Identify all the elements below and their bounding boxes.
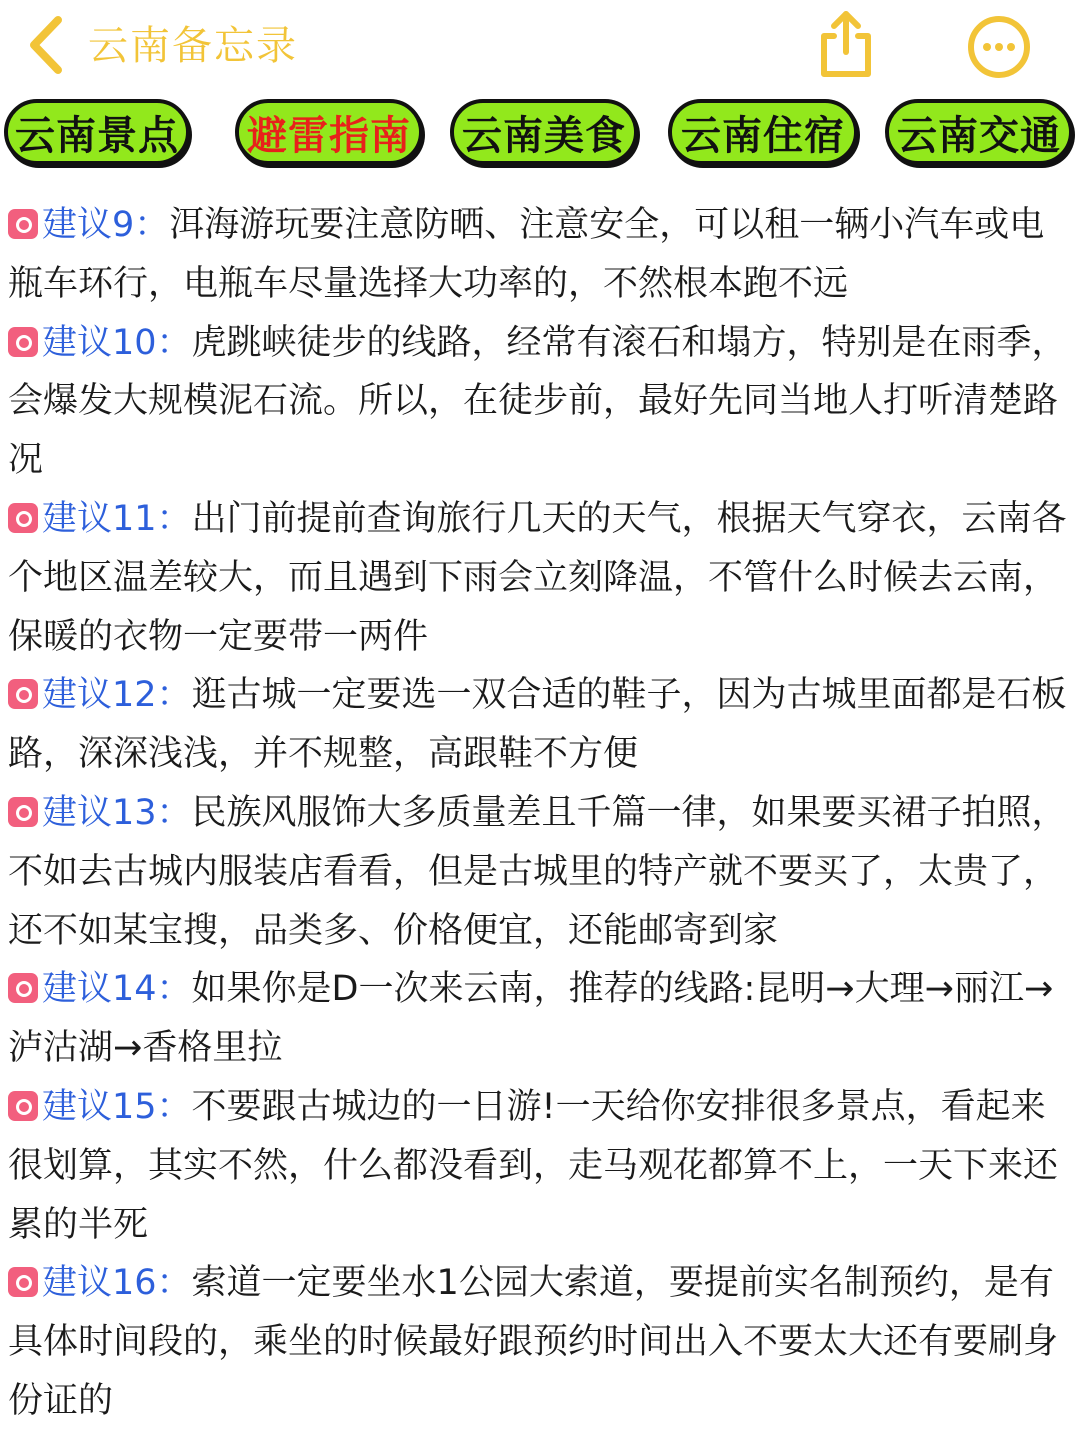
tip-text: 逛古城一定要选一双合适的鞋子，因为古城里面都是石板路，深深浅浅，并不规整，高跟鞋不方便	[8, 675, 1067, 775]
tip-text: 虎跳峡徒步的线路，经常有滚石和塌方，特别是在雨季，会爆发大规模泥石流。所以，在徒步前，最好先同当地人打听清楚路况	[8, 322, 1067, 481]
tip-label: 建议13：	[42, 792, 192, 833]
category-tabs	[0, 99, 1080, 173]
tab-yunnan-attractions[interactable]: 云南景点	[4, 99, 190, 165]
tip-item	[8, 666, 1074, 784]
tab-yunnan-lodging[interactable]: 云南住宿	[668, 99, 858, 165]
back-button[interactable]	[22, 14, 72, 76]
page-title: 云南备忘录	[88, 23, 298, 69]
tab-yunnan-food[interactable]: 云南美食	[450, 99, 638, 165]
tip-item	[8, 1078, 1074, 1254]
bullet-icon	[8, 327, 38, 357]
more-button[interactable]	[964, 12, 1034, 82]
tip-label: 建议14：	[42, 969, 192, 1010]
share-icon	[812, 6, 880, 80]
tip-item	[8, 1254, 1074, 1430]
more-icon	[964, 12, 1034, 82]
bullet-icon	[8, 209, 38, 239]
tip-item	[8, 784, 1074, 960]
tip-text: 洱海游玩要注意防晒、注意安全，可以租一辆小汽车或电瓶车环行，电瓶车尽量选择大功率的，不然根本跑不远	[8, 205, 1045, 304]
tips-list	[8, 196, 1074, 1431]
header-bar	[0, 0, 1080, 95]
tip-label: 建议16：	[42, 1263, 192, 1304]
bullet-icon	[8, 1091, 38, 1121]
tip-item	[8, 490, 1074, 666]
tab-pitfall-guide[interactable]: 避雷指南	[235, 99, 423, 165]
tab-yunnan-transport[interactable]: 云南交通	[885, 99, 1073, 165]
bullet-icon	[8, 797, 38, 827]
tip-label: 建议9：	[42, 205, 170, 245]
tip-label: 建议11：	[42, 498, 192, 539]
tip-item	[8, 960, 1074, 1078]
tip-text: 民族风服饰大多质量差且千篇一律，如果要买裙子拍照，不如去古城内服装店看看，但是古城里的特产就不要买了，太贵了，还不如某宝搜，品类多、价格便宜，还能邮寄到家	[8, 792, 1067, 951]
share-button[interactable]	[812, 6, 880, 80]
tip-label: 建议10：	[42, 322, 192, 363]
chevron-left-icon	[22, 14, 72, 76]
tip-label: 建议15：	[42, 1086, 192, 1127]
tip-text: 不要跟古城边的一日游!一天给你安排很多景点，看起来很划算，其实不然，什么都没看到，走马观花都算不上，一天下来还累的半死	[8, 1086, 1059, 1245]
tip-item	[8, 314, 1074, 490]
bullet-icon	[8, 1267, 38, 1297]
tip-item	[8, 196, 1074, 314]
bullet-icon	[8, 503, 38, 533]
bullet-icon	[8, 973, 38, 1003]
tip-text: 索道一定要坐水1公园大索道，要提前实名制预约，是有具体时间段的，乘坐的时候最好跟预约时间出入不要太大还有要刷身份证的	[8, 1263, 1059, 1421]
bullet-icon	[8, 679, 38, 709]
tip-text: 出门前提前查询旅行几天的天气，根据天气穿衣，云南各个地区温差较大，而且遇到下雨会立刻降温，不管什么时候去云南，保暖的衣物一定要带一两件	[8, 498, 1067, 657]
tip-text: 如果你是D一次来云南，推荐的线路:昆明→大理→丽江→泸沽湖→香格里拉	[8, 969, 1054, 1069]
tip-label: 建议12：	[42, 675, 192, 716]
